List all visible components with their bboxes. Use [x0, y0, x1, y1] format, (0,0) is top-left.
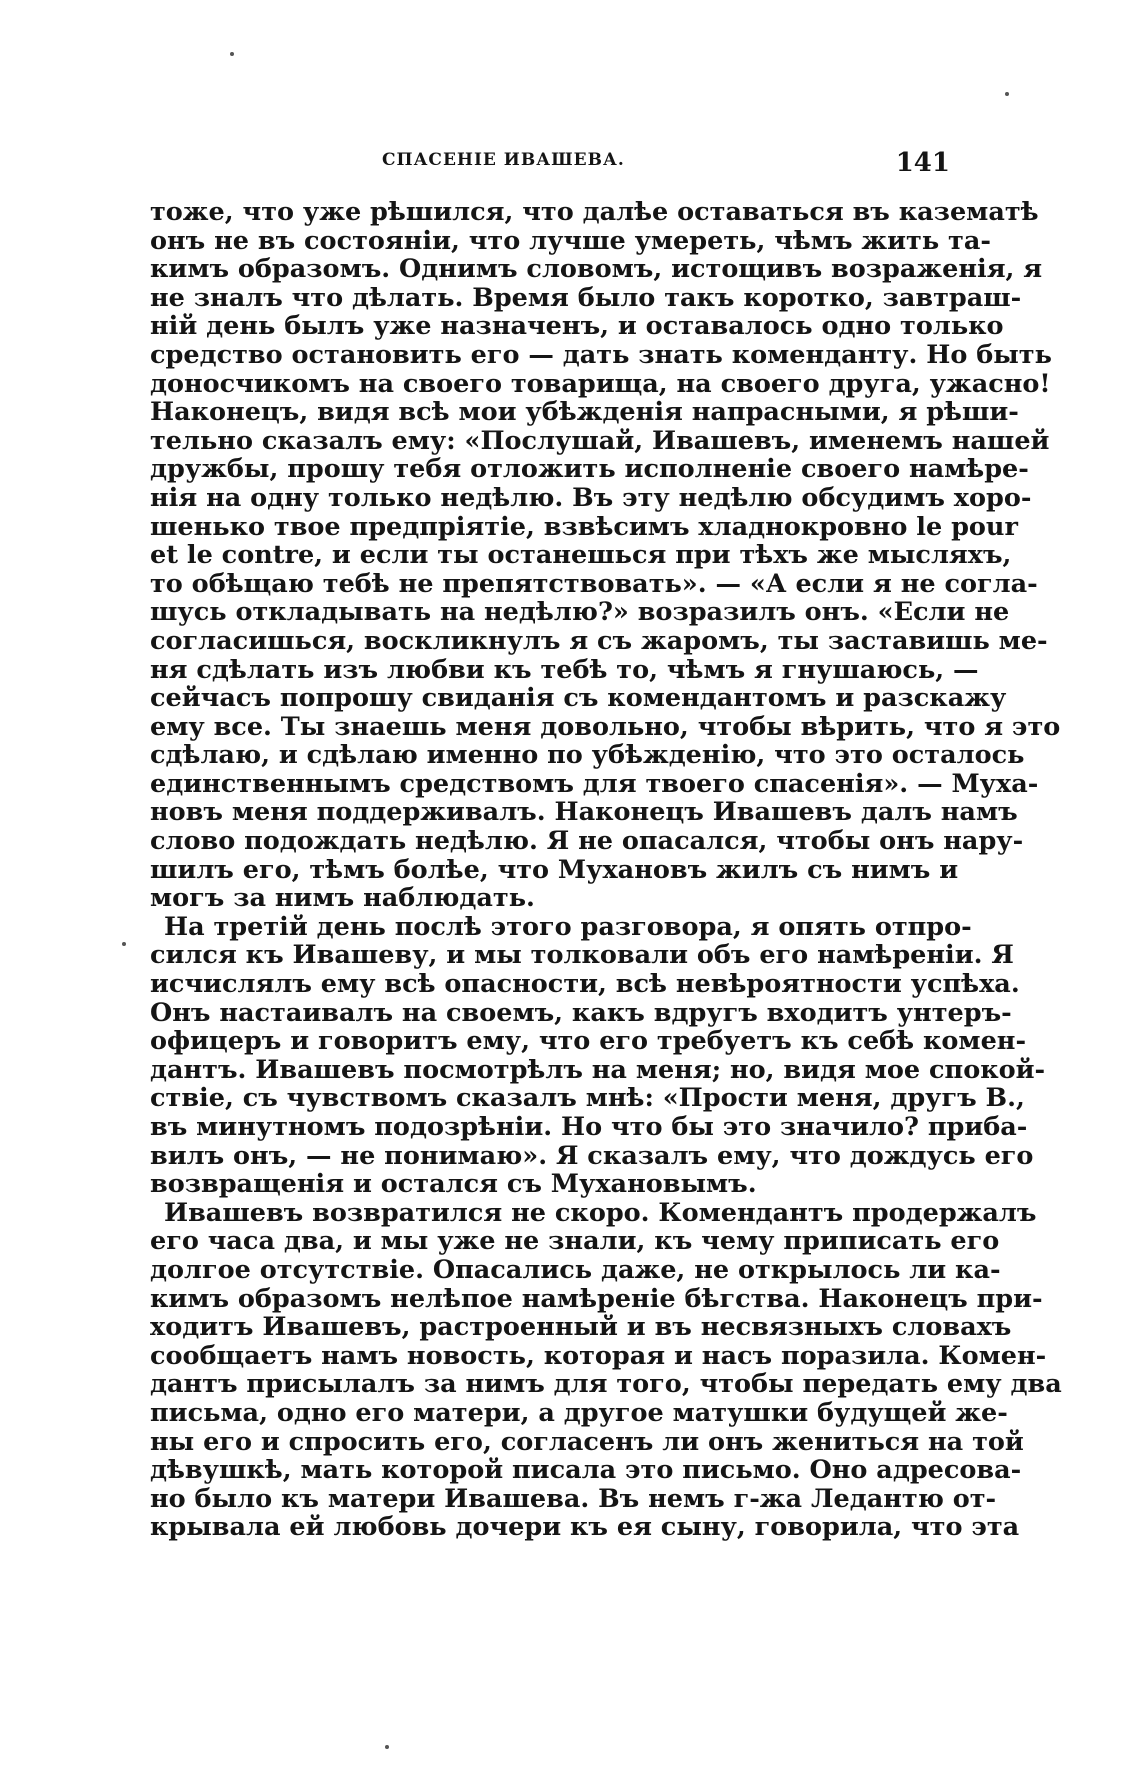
- text-line: тоже, что уже рѣшился, что далѣе оставаться въ казематѣ: [150, 197, 1039, 227]
- text-line: ня сдѣлать изъ любви къ тебѣ то, чѣмъ я гнушаюсь, —: [150, 654, 979, 685]
- text-line: единственнымъ средствомъ для твоего спасенія». — Муха-: [150, 768, 1039, 799]
- text-line: его часа два, и мы уже не знали, къ чему приписать его: [150, 1226, 1000, 1257]
- scan-speck: [385, 1745, 389, 1749]
- text-line: Ивашевъ возвратился не скоро. Комендантъ продержалъ: [164, 1197, 1037, 1228]
- text-line: сдѣлаю, и сдѣлаю именно по убѣжденію, что это осталось: [150, 740, 1025, 771]
- text-line: доносчикомъ на своего товарища, на своего друга, ужасно!: [150, 368, 1051, 399]
- text-line: кимъ образомъ. Однимъ словомъ, истощивъ возраженія, я: [150, 254, 1043, 285]
- text-line: тельно сказалъ ему: «Послушай, Ивашевъ, именемъ нашей: [150, 425, 1050, 456]
- text-line: На третій день послѣ этого разговора, я опять отпро-: [164, 911, 972, 942]
- running-title: СПАСЕНІЕ ИВАШЕВА.: [382, 150, 625, 170]
- text-line: исчислялъ ему всѣ опасности, всѣ невѣроятности успѣха.: [150, 969, 1020, 1000]
- text-line: новъ меня поддерживалъ. Наконецъ Ивашевъ далъ намъ: [150, 797, 1018, 828]
- text-line: слово подождать недѣлю. Я не опасался, чтобы онъ нару-: [150, 826, 1024, 857]
- text-line: ны его и спросить его, согласенъ ли онъ жениться на той: [150, 1426, 1024, 1457]
- scan-speck: [1005, 92, 1009, 96]
- running-header: [150, 148, 950, 182]
- text-line: нія на одну только недѣлю. Въ эту недѣлю обсудимъ хоро-: [150, 482, 1032, 513]
- text-line: сейчасъ попрошу свиданія съ комендантомъ и разскажу: [150, 683, 1007, 714]
- text-line: дѣвушкѣ, мать которой писала это письмо. Оно адресова-: [150, 1455, 1022, 1486]
- text-line: сообщаетъ намъ новость, которая и насъ поразила. Комен-: [150, 1340, 1047, 1371]
- text-line: кимъ образомъ нелѣпое намѣреніе бѣгства. Наконецъ при-: [150, 1283, 1043, 1314]
- text-line: вилъ онъ, — не понимаю». Я сказалъ ему, что дождусь его: [150, 1140, 1034, 1171]
- text-line: въ минутномъ подозрѣніи. Но что бы это значило? приба-: [150, 1112, 1028, 1142]
- scan-speck: [230, 52, 234, 56]
- text-line: средство остановить его — дать знать коменданту. Но быть: [150, 339, 1052, 370]
- text-line: не зналъ что дѣлать. Время было такъ коротко, завтраш-: [150, 282, 1022, 313]
- text-line: et le contre, и если ты останешься при тѣхъ же мысляхъ,: [150, 540, 1012, 571]
- text-line: долгое отсутствіе. Опасались даже, не открылось ли ка-: [150, 1254, 1001, 1285]
- text-line: Наконецъ, видя всѣ мои убѣжденія напрасными, я рѣши-: [150, 397, 1019, 428]
- text-line: ній день былъ уже назначенъ, и оставалось одно только: [150, 311, 1004, 342]
- text-line: письма, одно его матери, а другое матушки будущей же-: [150, 1397, 1008, 1428]
- text-line: крывала ей любовь дочери къ ея сыну, говорила, что эта: [150, 1512, 1020, 1543]
- text-line: сился къ Ивашеву, и мы толковали объ его намѣреніи. Я: [150, 940, 1014, 971]
- text-line: то обѣщаю тебѣ не препятствовать». — «А если я не согла-: [150, 568, 1038, 599]
- text-line: ему все. Ты знаешь меня довольно, чтобы вѣрить, что я это: [150, 711, 1061, 742]
- text-line: шилъ его, тѣмъ болѣе, что Мухановъ жилъ съ нимъ и: [150, 854, 959, 885]
- text-line: ствіе, съ чувствомъ сказалъ мнѣ: «Прости меня, другъ В.,: [150, 1083, 1025, 1114]
- text-line: онъ не въ состояніи, что лучше умереть, чѣмъ жить та-: [150, 225, 991, 256]
- text-line: шусь откладывать на недѣлю?» возразилъ онъ. «Если не: [150, 597, 1010, 628]
- text-line: Онъ настаивалъ на своемъ, какъ вдругъ входитъ унтеръ-: [150, 997, 1012, 1028]
- text-line: шенько твое предпріятіе, взвѣсимъ хладнокровно le pour: [150, 511, 1018, 542]
- text-line: дантъ. Ивашевъ посмотрѣлъ на меня; но, видя мое спокой-: [150, 1054, 1046, 1085]
- text-line: могъ за нимъ наблюдать.: [150, 883, 535, 914]
- text-line: дружбы, прошу тебя отложить исполненіе своего намѣре-: [150, 454, 1029, 485]
- body-text: [150, 197, 1062, 1543]
- page-number: 141: [895, 148, 950, 178]
- scan-speck: [122, 942, 126, 946]
- text-line: дантъ присылалъ за нимъ для того, чтобы передать ему два: [150, 1369, 1062, 1400]
- text-line: согласишься, воскликнулъ я съ жаромъ, ты заставишь ме-: [150, 625, 1048, 656]
- text-line: офицеръ и говоритъ ему, что его требуетъ къ себѣ комен-: [150, 1026, 1027, 1057]
- text-line: возвращенія и остался съ Мухановымъ.: [150, 1169, 757, 1200]
- text-line: но было къ матери Ивашева. Въ немъ г-жа Ледантю от-: [150, 1483, 997, 1514]
- text-line: ходитъ Ивашевъ, растроенный и въ несвязныхъ словахъ: [150, 1312, 1012, 1343]
